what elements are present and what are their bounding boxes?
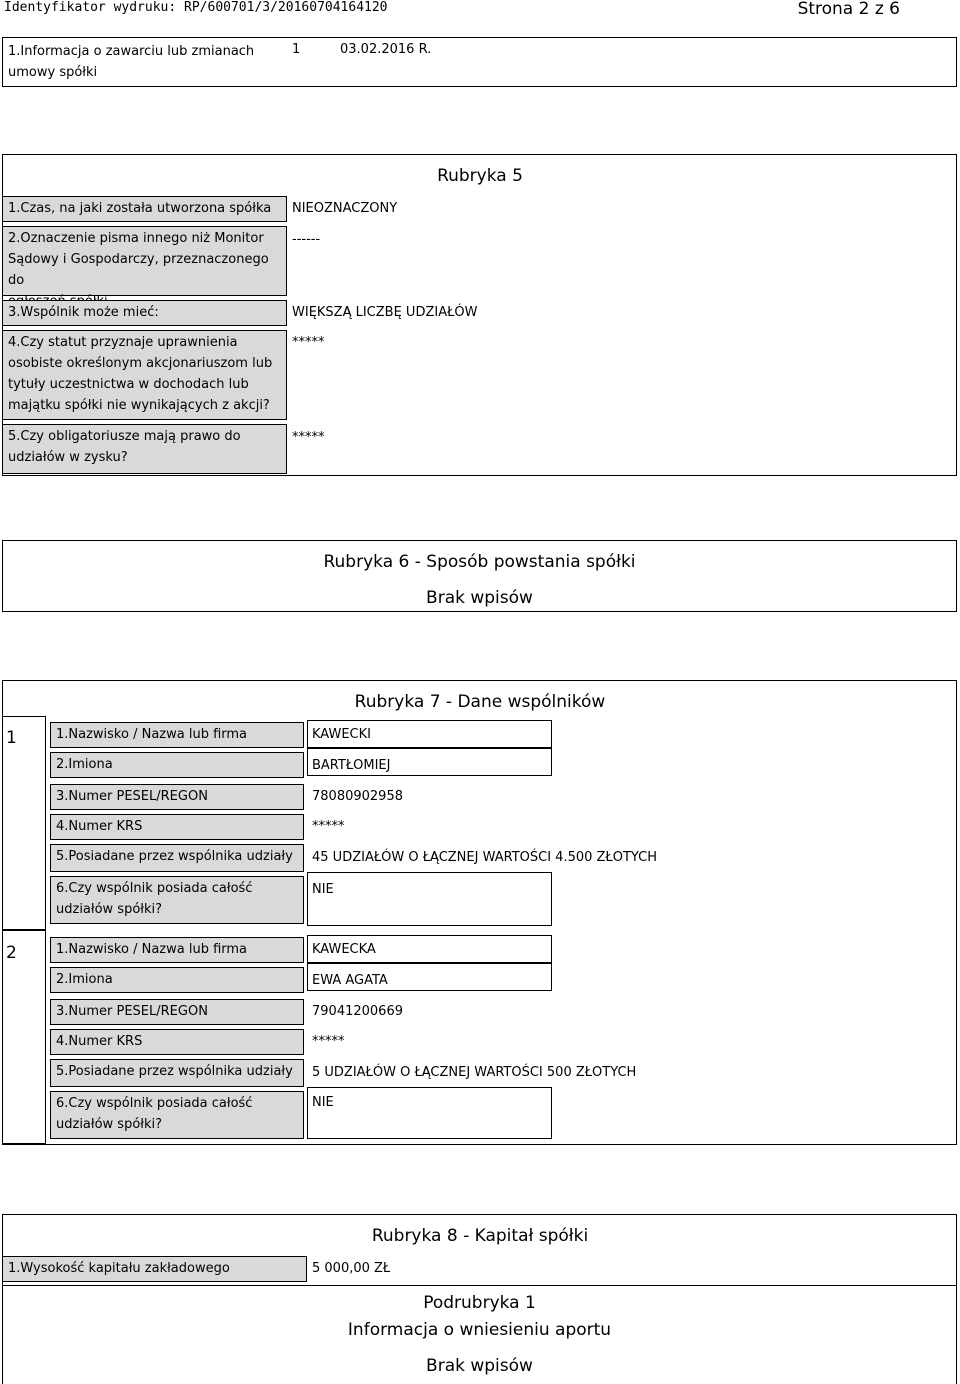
podrubryka-1-title: Podrubryka 1 (423, 1293, 536, 1313)
partner-shares: 45 UDZIAŁÓW O ŁĄCZNEJ WARTOŚCI 4.500 ZŁOTYCH (312, 850, 657, 865)
rubryka-6-empty: Brak wpisów (426, 588, 533, 608)
rubryka-5-row-label: 4.Czy statut przyznaje uprawnienia osobiste określonym akcjonariuszom lub tytuły uczestnictwa w dochodach lub majątku spółki nie wynikających z akcji? (2, 330, 287, 420)
partner-pesel: 79041200669 (312, 1004, 403, 1019)
rubryka-6-title: Rubryka 6 - Sposób powstania spółki (323, 552, 636, 572)
partner-field-label: 5.Posiadane przez wspólnika udziały (50, 1059, 304, 1087)
rubryka-8-title: Rubryka 8 - Kapitał spółki (371, 1226, 589, 1246)
podrubryka-1-empty: Brak wpisów (426, 1356, 533, 1376)
partner-krs: ***** (312, 819, 345, 834)
rubryka-5-row-value: ***** (292, 430, 325, 445)
zawarcie-label-line: 1.Informacja o zawarciu lub zmianach (8, 44, 255, 59)
partner-krs: ***** (312, 1034, 345, 1049)
rubryka-7-title: Rubryka 7 - Dane wspólników (354, 692, 606, 712)
podrubryka-1-subtitle: Informacja o wniesieniu aportu (347, 1320, 612, 1340)
zawarcie-number: 1 (292, 42, 301, 57)
rubryka-5-row-label: 3.Wspólnik może mieć: (2, 300, 287, 326)
print-identifier: Identyfikator wydruku: RP/600701/3/20160704164120 (4, 0, 388, 15)
partner-field-label: 3.Numer PESEL/REGON (50, 784, 304, 810)
rubryka-5-row-value: WIĘKSZĄ LICZBĘ UDZIAŁÓW (292, 305, 478, 320)
partner-field-label: 1.Nazwisko / Nazwa lub firma (50, 937, 304, 963)
partner-field-label: 4.Numer KRS (50, 814, 304, 840)
partner-owns-all: NIE (312, 882, 334, 897)
partner-field-label: 3.Numer PESEL/REGON (50, 999, 304, 1025)
partner-number: 1 (6, 728, 17, 748)
capital-value: 5 000,00 ZŁ (312, 1261, 391, 1276)
rubryka-5-row-label: 1.Czas, na jaki została utworzona spółka (2, 196, 287, 222)
partner-field-label: 5.Posiadane przez wspólnika udziały (50, 844, 304, 872)
partner-pesel: 78080902958 (312, 789, 403, 804)
partner-field-label: 6.Czy wspólnik posiada całość udziałów spółki? (50, 876, 304, 924)
zawarcie-date: 03.02.2016 R. (340, 42, 432, 57)
page-number: Strona 2 z 6 (797, 0, 900, 19)
zawarcie-label-line: umowy spółki (8, 65, 98, 80)
partner-first-names: EWA AGATA (312, 973, 388, 988)
rubryka-5-row-value: NIEOZNACZONY (292, 201, 398, 216)
rubryka-5-row-label: 5.Czy obligatoriusze mają prawo do udziałów w zysku? (2, 424, 287, 474)
zawarcie-label (8, 41, 254, 83)
rubryka-5-title: Rubryka 5 (437, 166, 523, 186)
partner-shares: 5 UDZIAŁÓW O ŁĄCZNEJ WARTOŚCI 500 ZŁOTYCH (312, 1065, 637, 1080)
partner-field-label: 2.Imiona (50, 967, 304, 993)
partner-field-label: 2.Imiona (50, 752, 304, 778)
partner-field-label: 6.Czy wspólnik posiada całość udziałów spółki? (50, 1091, 304, 1139)
partner-surname: KAWECKA (312, 942, 376, 957)
partner-field-label: 1.Nazwisko / Nazwa lub firma (50, 722, 304, 748)
partner-owns-all: NIE (312, 1095, 334, 1110)
partner-field-label: 4.Numer KRS (50, 1029, 304, 1055)
partner-number-cell (2, 716, 46, 930)
rubryka-5-row-value: ***** (292, 335, 325, 350)
rubryka-5-row-label: 2.Oznaczenie pisma innego niż Monitor Sądowy i Gospodarczy, przeznaczonego do (2, 226, 287, 296)
partner-number: 2 (6, 943, 17, 963)
capital-label: 1.Wysokość kapitału zakładowego (2, 1256, 307, 1282)
partner-field-value (307, 1087, 552, 1139)
partner-field-value (307, 872, 552, 926)
rubryka-5-row-value: ------ (292, 232, 321, 247)
partner-surname: KAWECKI (312, 727, 371, 742)
partner-first-names: BARTŁOMIEJ (312, 758, 391, 773)
